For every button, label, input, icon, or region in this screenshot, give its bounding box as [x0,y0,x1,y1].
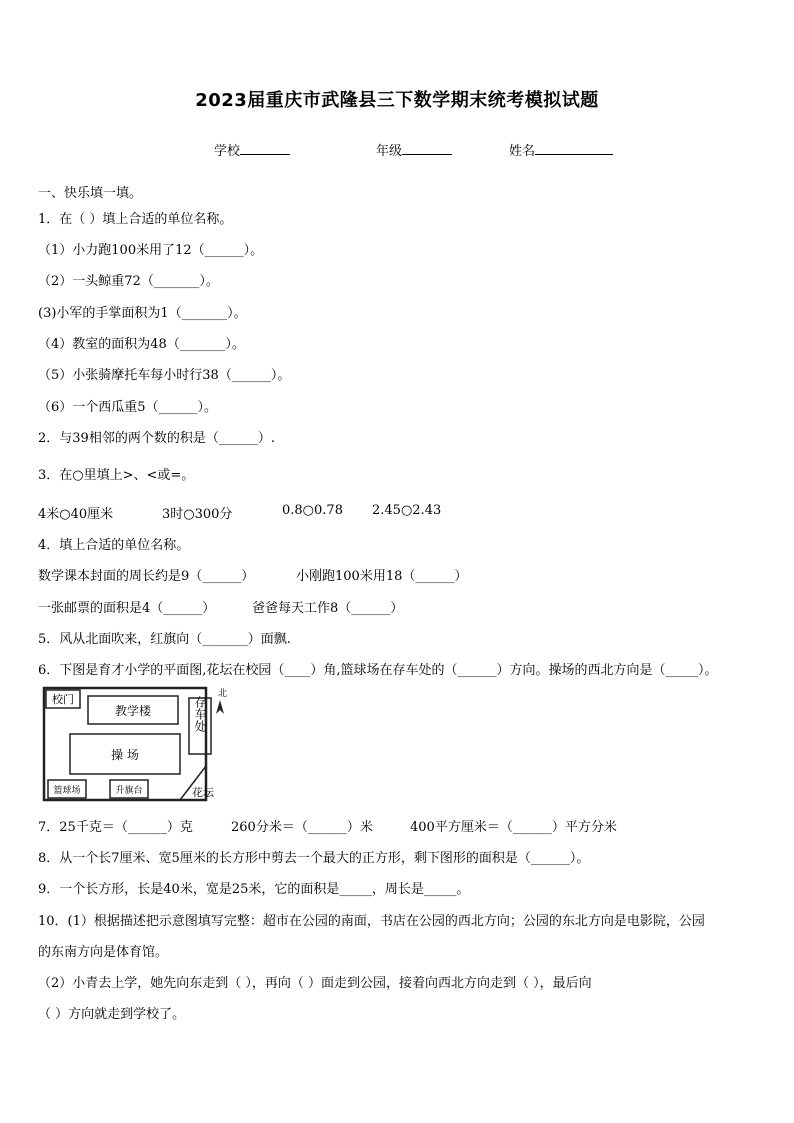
question-3: 3．在○里填上>、<或=。 [38,468,195,483]
map-bike-shed: 存车处 [193,696,207,732]
question-2: 2．与39相邻的两个数的积是（______）. [38,431,275,446]
q4-item: 爸爸每天工作8（______） [252,601,404,616]
question-8: 8．从一个长7厘米、宽5厘米的长方形中剪去一个最大的正方形，剩下图形的面积是（______）。 [38,851,590,866]
q7-item: 400平方厘米＝（______）平方分米 [410,820,617,835]
question-1-3: (3)小军的手掌面积为1（_______）。 [38,306,247,321]
question-6: 6．下图是育才小学的平面图,花坛在校园（____）角,篮球场在存车处的（______）方向。操场的西北方向是（_____）。 [38,663,718,678]
q4-item: 数学课本封面的周长约是9（______） [38,569,255,584]
question-9: 9．一个长方形，长是40米，宽是25米，它的面积是_____，周长是_____。 [38,882,470,897]
name-blank[interactable] [535,142,613,155]
q4-item: 一张邮票的面积是4（______） [38,601,216,616]
school-map [42,686,238,804]
question-1-1: （1）小力跑100米用了12（______）。 [38,243,264,258]
grade-field [376,140,452,159]
question-10-part2-cont: （ ）方向就走到学校了。 [38,1007,186,1022]
q7-item: 260分米＝（______）米 [231,820,373,835]
name-label: 姓名 [509,144,536,159]
q3-item: 4米○40厘米 [38,507,114,522]
q3-item: 3时○300分 [162,507,233,522]
q4-item: 小刚跑100米用18（______） [296,569,468,584]
q7-item: 7．25千克＝（______）克 [38,820,193,835]
section-heading: 一、快乐填一填。 [38,186,143,201]
question-10-part1-cont: 的东南方向是体育馆。 [38,945,169,960]
q3-item: 0.8○0.78 [282,503,343,518]
map-teaching-building: 教学楼 [114,704,152,718]
school-blank[interactable] [240,142,290,155]
school-field [214,140,290,159]
grade-blank[interactable] [402,142,452,155]
question-1: 1．在（ ）填上合适的单位名称。 [38,212,233,227]
question-10-part2: （2）小青去上学，她先向东走到（ ），再向（ ）面走到公园，接着向西北方向走到（ ），最后向 [38,976,592,991]
question-4: 4．填上合适的单位名称。 [38,538,190,553]
question-10-part1: 10．(1）根据描述把示意图填写完整：超市在公园的南面，书店在公园的西北方向；公园的东北方向是电影院，公园 [38,914,705,929]
map-flag-platform: 升旗台 [115,786,143,796]
map-playground: 操 场 [111,748,139,762]
grade-label: 年级 [376,144,403,159]
page-title: 2023届重庆市武隆县三下数学期末统考模拟试题 [195,90,599,111]
question-1-2: （2）一头鲸重72（_______）。 [38,274,219,289]
question-1-6: （6）一个西瓜重5（______）。 [38,400,218,415]
map-basketball-court: 篮球场 [53,786,81,796]
question-1-4: （4）教室的面积为48（_______）。 [38,337,245,352]
map-school-gate: 校门 [52,693,74,706]
name-field [509,140,613,159]
school-label: 学校 [214,144,241,159]
map-north-label: 北 [218,689,228,699]
map-flower-bed: 花坛 [192,786,214,799]
q3-item: 2.45○2.43 [372,503,442,518]
question-5: 5．风从北面吹来，红旗向（_______）面飘. [38,632,291,647]
question-1-5: （5）小张骑摩托车每小时行38（______）。 [38,368,291,383]
